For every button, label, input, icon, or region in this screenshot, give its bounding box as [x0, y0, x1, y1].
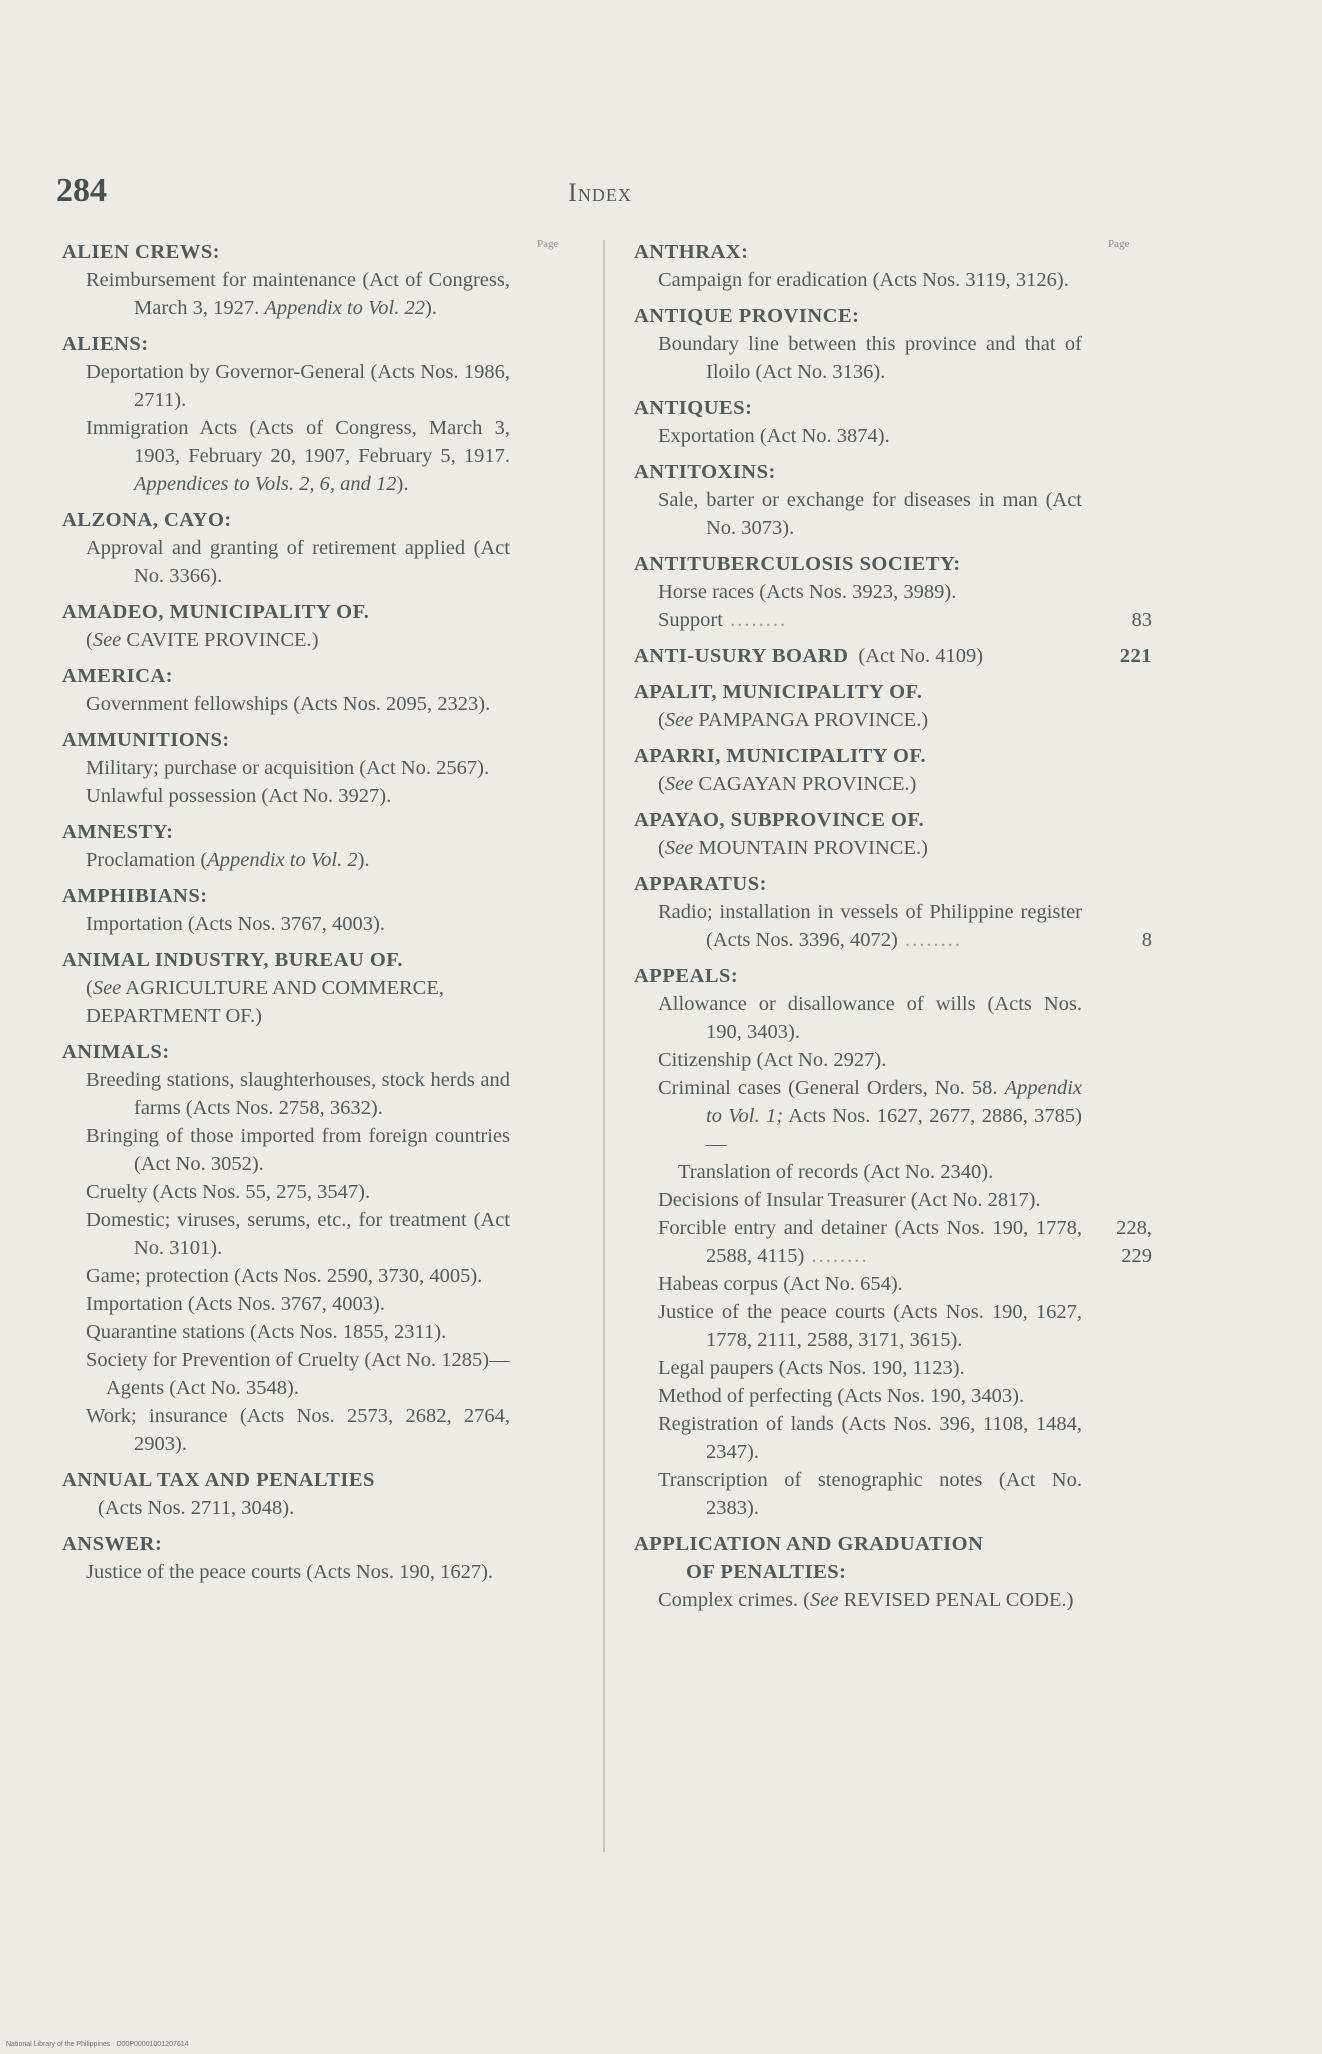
entry-heading — [632, 458, 1082, 486]
entry-heading — [632, 870, 1082, 898]
index-entry — [632, 678, 1082, 734]
entry-heading-text: ANTI-USURY BOARD — [634, 645, 849, 667]
subentry — [60, 1558, 510, 1586]
subentry — [60, 1346, 510, 1374]
subentry-text: Criminal cases (General Orders, No. 58. — [658, 1077, 1005, 1099]
subentry — [60, 1374, 510, 1402]
see-reference — [632, 770, 1082, 798]
entry-heading-text: AMNESTY: — [62, 821, 174, 843]
left-column — [60, 238, 510, 1594]
subentry — [632, 1074, 1082, 1158]
entry-heading-text: APPARATUS: — [634, 873, 767, 895]
subentry — [60, 534, 510, 590]
entry-heading-text: AMERICA: — [62, 665, 174, 687]
entry-heading — [632, 678, 1082, 706]
see-close: ) — [255, 1005, 262, 1027]
entry-heading-text: APPEALS: — [634, 965, 739, 987]
subentry-tail: ). — [357, 849, 370, 871]
entry-heading-text: ANNUAL TAX AND PENALTIES — [62, 1469, 375, 1491]
subentry — [60, 1066, 510, 1122]
entry-heading — [60, 818, 510, 846]
subentry — [60, 1290, 510, 1318]
subentry-italic: Appendices to Vols. 2, 6, and 12 — [134, 473, 397, 495]
subentry — [60, 1402, 510, 1458]
see-word: See — [92, 977, 122, 999]
index-entry — [632, 806, 1082, 862]
entry-heading — [60, 946, 510, 974]
page-column-label-left: Page — [537, 238, 559, 250]
subentry-text: Immigration Acts (Acts of Congress, March 3, 1903, February 20, 1907, February 5, 1917. — [86, 417, 510, 467]
entry-heading — [632, 642, 1152, 670]
see-target: PAMPANGA PROVINCE. — [693, 709, 922, 731]
subentry-text: Deportation by Governor-General (Acts Nos. 1986, 2711). — [86, 361, 510, 411]
see-reference — [632, 834, 1082, 862]
subentry — [632, 486, 1082, 542]
see-open: ( — [658, 709, 665, 731]
entry-heading — [632, 394, 1082, 422]
index-entry — [60, 946, 510, 1030]
see-target: MOUNTAIN PROVINCE. — [693, 837, 922, 859]
subentry — [60, 754, 510, 782]
column-divider — [603, 240, 605, 1852]
subentry — [60, 782, 510, 810]
subentry — [60, 1262, 510, 1290]
index-entry — [60, 1466, 510, 1522]
subentry-text: Campaign for eradication (Acts Nos. 3119, 3126). — [658, 269, 1069, 291]
entry-heading-text: ANTIQUES: — [634, 397, 753, 419]
subentry-text: Decisions of Insular Treasurer (Act No. 2817). — [658, 1189, 1041, 1211]
entry-heading — [632, 238, 1082, 266]
subentry-text: Importation (Acts Nos. 3767, 4003). — [86, 1293, 385, 1315]
subentry-text: Boundary line between this province and that of Iloilo (Act No. 3136). — [658, 333, 1082, 383]
subentry-text: Agents (Act No. 3548). — [106, 1377, 300, 1399]
entry-ref: (Acts Nos. 2711, 3048). — [98, 1497, 295, 1519]
see-word: See — [664, 837, 694, 859]
index-entry — [632, 458, 1082, 542]
index-entry — [632, 550, 1152, 634]
entry-heading-text: ALIEN CREWS: — [62, 241, 221, 263]
subentry — [632, 1586, 1082, 1614]
subentry-text: Importation (Acts Nos. 3767, 4003). — [86, 913, 385, 935]
subentry-text: Habeas corpus (Act No. 654). — [658, 1273, 903, 1295]
index-entry — [60, 882, 510, 938]
entry-heading — [60, 726, 510, 754]
page-ref: 8 — [1141, 929, 1152, 951]
page-column-label-right: Page — [1108, 238, 1130, 250]
subentry-tail: Acts Nos. 1627, 2677, 2886, 3785)— — [706, 1105, 1082, 1155]
index-entry — [60, 726, 510, 810]
subentry-text: Game; protection (Acts Nos. 2590, 3730, 4005). — [86, 1265, 483, 1287]
subentry-text: Government fellowships (Acts Nos. 2095, 2323). — [86, 693, 491, 715]
index-entry — [632, 238, 1082, 294]
subentry-text: Allowance or disallowance of wills (Acts Nos. 190, 3403). — [658, 993, 1082, 1043]
entry-heading-text: APPLICATION AND GRADUATION — [634, 1533, 984, 1555]
subentry — [632, 898, 1152, 954]
entry-heading-text: APAYAO, SUBPROVINCE OF. — [634, 809, 925, 831]
entry-heading-text: APARRI, MUNICIPALITY OF. — [634, 745, 927, 767]
page-number: 284 — [56, 172, 107, 209]
leader-dots: ........ — [804, 1245, 869, 1267]
leader-dots: ........ — [722, 609, 788, 631]
subentry — [632, 1354, 1082, 1382]
see-open: ( — [658, 773, 665, 795]
see-close: ) — [909, 773, 917, 795]
index-entry — [60, 1530, 510, 1586]
entry-heading — [60, 1530, 510, 1558]
entry-heading-text: ANIMALS: — [62, 1041, 170, 1063]
subentry-italic: Appendix to Vol. 2 — [207, 849, 358, 871]
see-reference — [60, 974, 510, 1030]
index-entry — [632, 302, 1082, 386]
see-target: CAVITE PROVINCE. — [121, 629, 312, 651]
subentry-text: Support — [658, 609, 723, 631]
subentry — [60, 414, 510, 498]
entry-heading — [60, 506, 510, 534]
see-close: ) — [921, 837, 928, 859]
entry-heading-continued: OF PENALTIES: — [686, 1561, 847, 1583]
index-entry — [632, 742, 1082, 798]
entry-heading-text: AMADEO, MUNICIPALITY OF. — [62, 601, 370, 623]
entry-heading — [632, 806, 1082, 834]
subentry — [632, 330, 1082, 386]
subentry — [60, 1318, 510, 1346]
see-close: ) — [311, 629, 319, 651]
entry-heading-text: ALIENS: — [62, 333, 149, 355]
see-word: See — [664, 709, 694, 731]
subentry — [60, 910, 510, 938]
entry-heading-text: ANTIQUE PROVINCE: — [634, 305, 860, 327]
entry-heading — [632, 302, 1082, 330]
subentry-text: Citizenship (Act No. 2927). — [658, 1049, 887, 1071]
subentry-text: Forcible entry and detainer (Acts Nos. 190, 1778, 2588, 4115) — [658, 1217, 1082, 1267]
see-target: AGRICULTURE AND COMMERCE, DEPARTMENT OF. — [86, 977, 445, 1027]
entry-heading-text: ANTHRAX: — [634, 241, 749, 263]
entry-heading — [60, 1466, 510, 1494]
page-ref: 228, 229 — [1116, 1217, 1152, 1267]
subentry-italic: Appendix to Vol. 22 — [264, 297, 425, 319]
index-entry — [632, 962, 1152, 1522]
subentry — [632, 422, 1082, 450]
subentry-text: Bringing of those imported from foreign countries (Act No. 3052). — [86, 1125, 510, 1175]
see-open: ( — [86, 977, 93, 999]
subentry-text: Exportation (Act No. 3874). — [658, 425, 890, 447]
entry-heading-text: ANIMAL INDUSTRY, BUREAU OF. — [62, 949, 404, 971]
page-ref: 221 — [1119, 645, 1152, 667]
subentry — [632, 266, 1082, 294]
see-reference — [60, 626, 510, 654]
entry-heading — [632, 962, 1082, 990]
subentry-italic: Appendix to Vol. 1; — [706, 1077, 1082, 1127]
entry-heading — [60, 662, 510, 690]
subentry-text: Approval and granting of retirement applied (Act No. 3366). — [86, 537, 510, 587]
index-entry — [60, 818, 510, 874]
subentry — [632, 578, 1082, 606]
subentry — [632, 1410, 1082, 1466]
index-entry — [60, 506, 510, 590]
subentry-text: Legal paupers (Acts Nos. 190, 1123). — [658, 1357, 965, 1379]
subentry — [632, 990, 1082, 1046]
subentry-text: Society for Prevention of Cruelty (Act No. 1285)— — [86, 1349, 510, 1371]
index-entry — [632, 1530, 1082, 1614]
subentry — [632, 1158, 1082, 1186]
index-entry — [60, 598, 510, 654]
subentry — [632, 1046, 1082, 1074]
entry-heading — [60, 1038, 510, 1066]
subentry — [60, 846, 510, 874]
subentry — [60, 1122, 510, 1178]
subentry-text: Complex crimes. ( — [658, 1589, 811, 1611]
subentry-tail: ). — [396, 473, 409, 495]
subentry — [60, 1178, 510, 1206]
subentry-text: Cruelty (Acts Nos. 55, 275, 3547). — [86, 1181, 371, 1203]
index-entry — [632, 642, 1152, 670]
subentry-text: Justice of the peace courts (Acts Nos. 190, 1627, 1778, 2111, 2588, 3171, 3615). — [658, 1301, 1082, 1351]
subentry-tail: ) — [1066, 1589, 1074, 1611]
subentry-text: Horse races (Acts Nos. 3923, 3989). — [658, 581, 957, 603]
entry-heading — [60, 330, 510, 358]
subentry — [632, 606, 1152, 634]
entry-heading-text: ANSWER: — [62, 1533, 163, 1555]
subentry — [60, 358, 510, 414]
index-entry — [60, 238, 510, 322]
page-ref: 83 — [1131, 609, 1152, 631]
subentry-text: Registration of lands (Acts Nos. 396, 1108, 1484, 2347). — [658, 1413, 1082, 1463]
subentry — [632, 1214, 1152, 1270]
subentry-text: Breeding stations, slaughterhouses, stock herds and farms (Acts Nos. 2758, 3632). — [86, 1069, 510, 1119]
subentry-text: Proclamation ( — [86, 849, 208, 871]
index-entry — [60, 1038, 510, 1458]
subentry-text: Reimbursement for maintenance (Act of Congress, March 3, 1927. — [86, 269, 510, 319]
subentry-text: Translation of records (Act No. 2340). — [678, 1161, 994, 1183]
subentry — [632, 1270, 1082, 1298]
subentry — [60, 266, 510, 322]
see-word: See — [664, 773, 694, 795]
entry-heading — [632, 1530, 1082, 1586]
index-entry — [60, 662, 510, 718]
subentry — [60, 690, 510, 718]
subentry — [632, 1298, 1082, 1354]
see-reference — [632, 706, 1082, 734]
entry-heading-text: ANTITUBERCULOSIS SOCIETY: — [634, 553, 961, 575]
see-close: ) — [921, 709, 929, 731]
running-head: Index — [568, 178, 632, 207]
entry-heading-ref: (Act No. 4109) — [858, 645, 984, 667]
subentry-text: Domestic; viruses, serums, etc., for treatment (Act No. 3101). — [86, 1209, 510, 1259]
index-entry — [632, 870, 1152, 954]
entry-heading — [632, 550, 1082, 578]
subentry-smallcaps: REVISED PENAL CODE. — [843, 1589, 1067, 1611]
entry-heading-text: APALIT, MUNICIPALITY OF. — [634, 681, 923, 703]
subentry-text: Work; insurance (Acts Nos. 2573, 2682, 2764, 2903). — [86, 1405, 510, 1455]
see-target: CAGAYAN PROVINCE. — [693, 773, 910, 795]
entry-heading — [60, 598, 510, 626]
subentry-text: Justice of the peace courts (Acts Nos. 190, 1627). — [86, 1561, 494, 1583]
subentry-text: Quarantine stations (Acts Nos. 1855, 2311). — [86, 1321, 447, 1343]
see-word: See — [92, 629, 122, 651]
see-open: ( — [658, 837, 665, 859]
entry-heading-text: AMPHIBIANS: — [62, 885, 208, 907]
entry-heading — [60, 238, 510, 266]
subentry-italic: See — [810, 1589, 839, 1611]
entry-heading — [632, 742, 1082, 770]
entry-heading — [60, 882, 510, 910]
subentry-text: Military; purchase or acquisition (Act No. 2567). — [86, 757, 490, 779]
subentry — [632, 1382, 1082, 1410]
scan-footer: National Library of the Philippines · D00P00001001207614 — [6, 2041, 189, 2048]
see-open: ( — [86, 629, 93, 651]
subentry-tail: ). — [424, 297, 437, 319]
entry-heading-text: ANTITOXINS: — [634, 461, 776, 483]
subentry-text: Sale, barter or exchange for diseases in man (Act No. 3073). — [658, 489, 1082, 539]
subentry — [632, 1186, 1082, 1214]
index-entry — [60, 330, 510, 498]
subentry-text: Method of perfecting (Acts Nos. 190, 3403). — [658, 1385, 1025, 1407]
subentry — [632, 1466, 1082, 1522]
subentry-text: Transcription of stenographic notes (Act No. 2383). — [658, 1469, 1082, 1519]
subentry-text: Unlawful possession (Act No. 3927). — [86, 785, 392, 807]
index-entry — [632, 394, 1082, 450]
subentry — [60, 1206, 510, 1262]
entry-heading-text: AMMUNITIONS: — [62, 729, 230, 751]
entry-heading-text: ALZONA, CAYO: — [62, 509, 232, 531]
subentry-text: Radio; installation in vessels of Philippine register (Acts Nos. 3396, 4072) — [658, 901, 1082, 951]
leader-dots: ........ — [897, 929, 963, 951]
